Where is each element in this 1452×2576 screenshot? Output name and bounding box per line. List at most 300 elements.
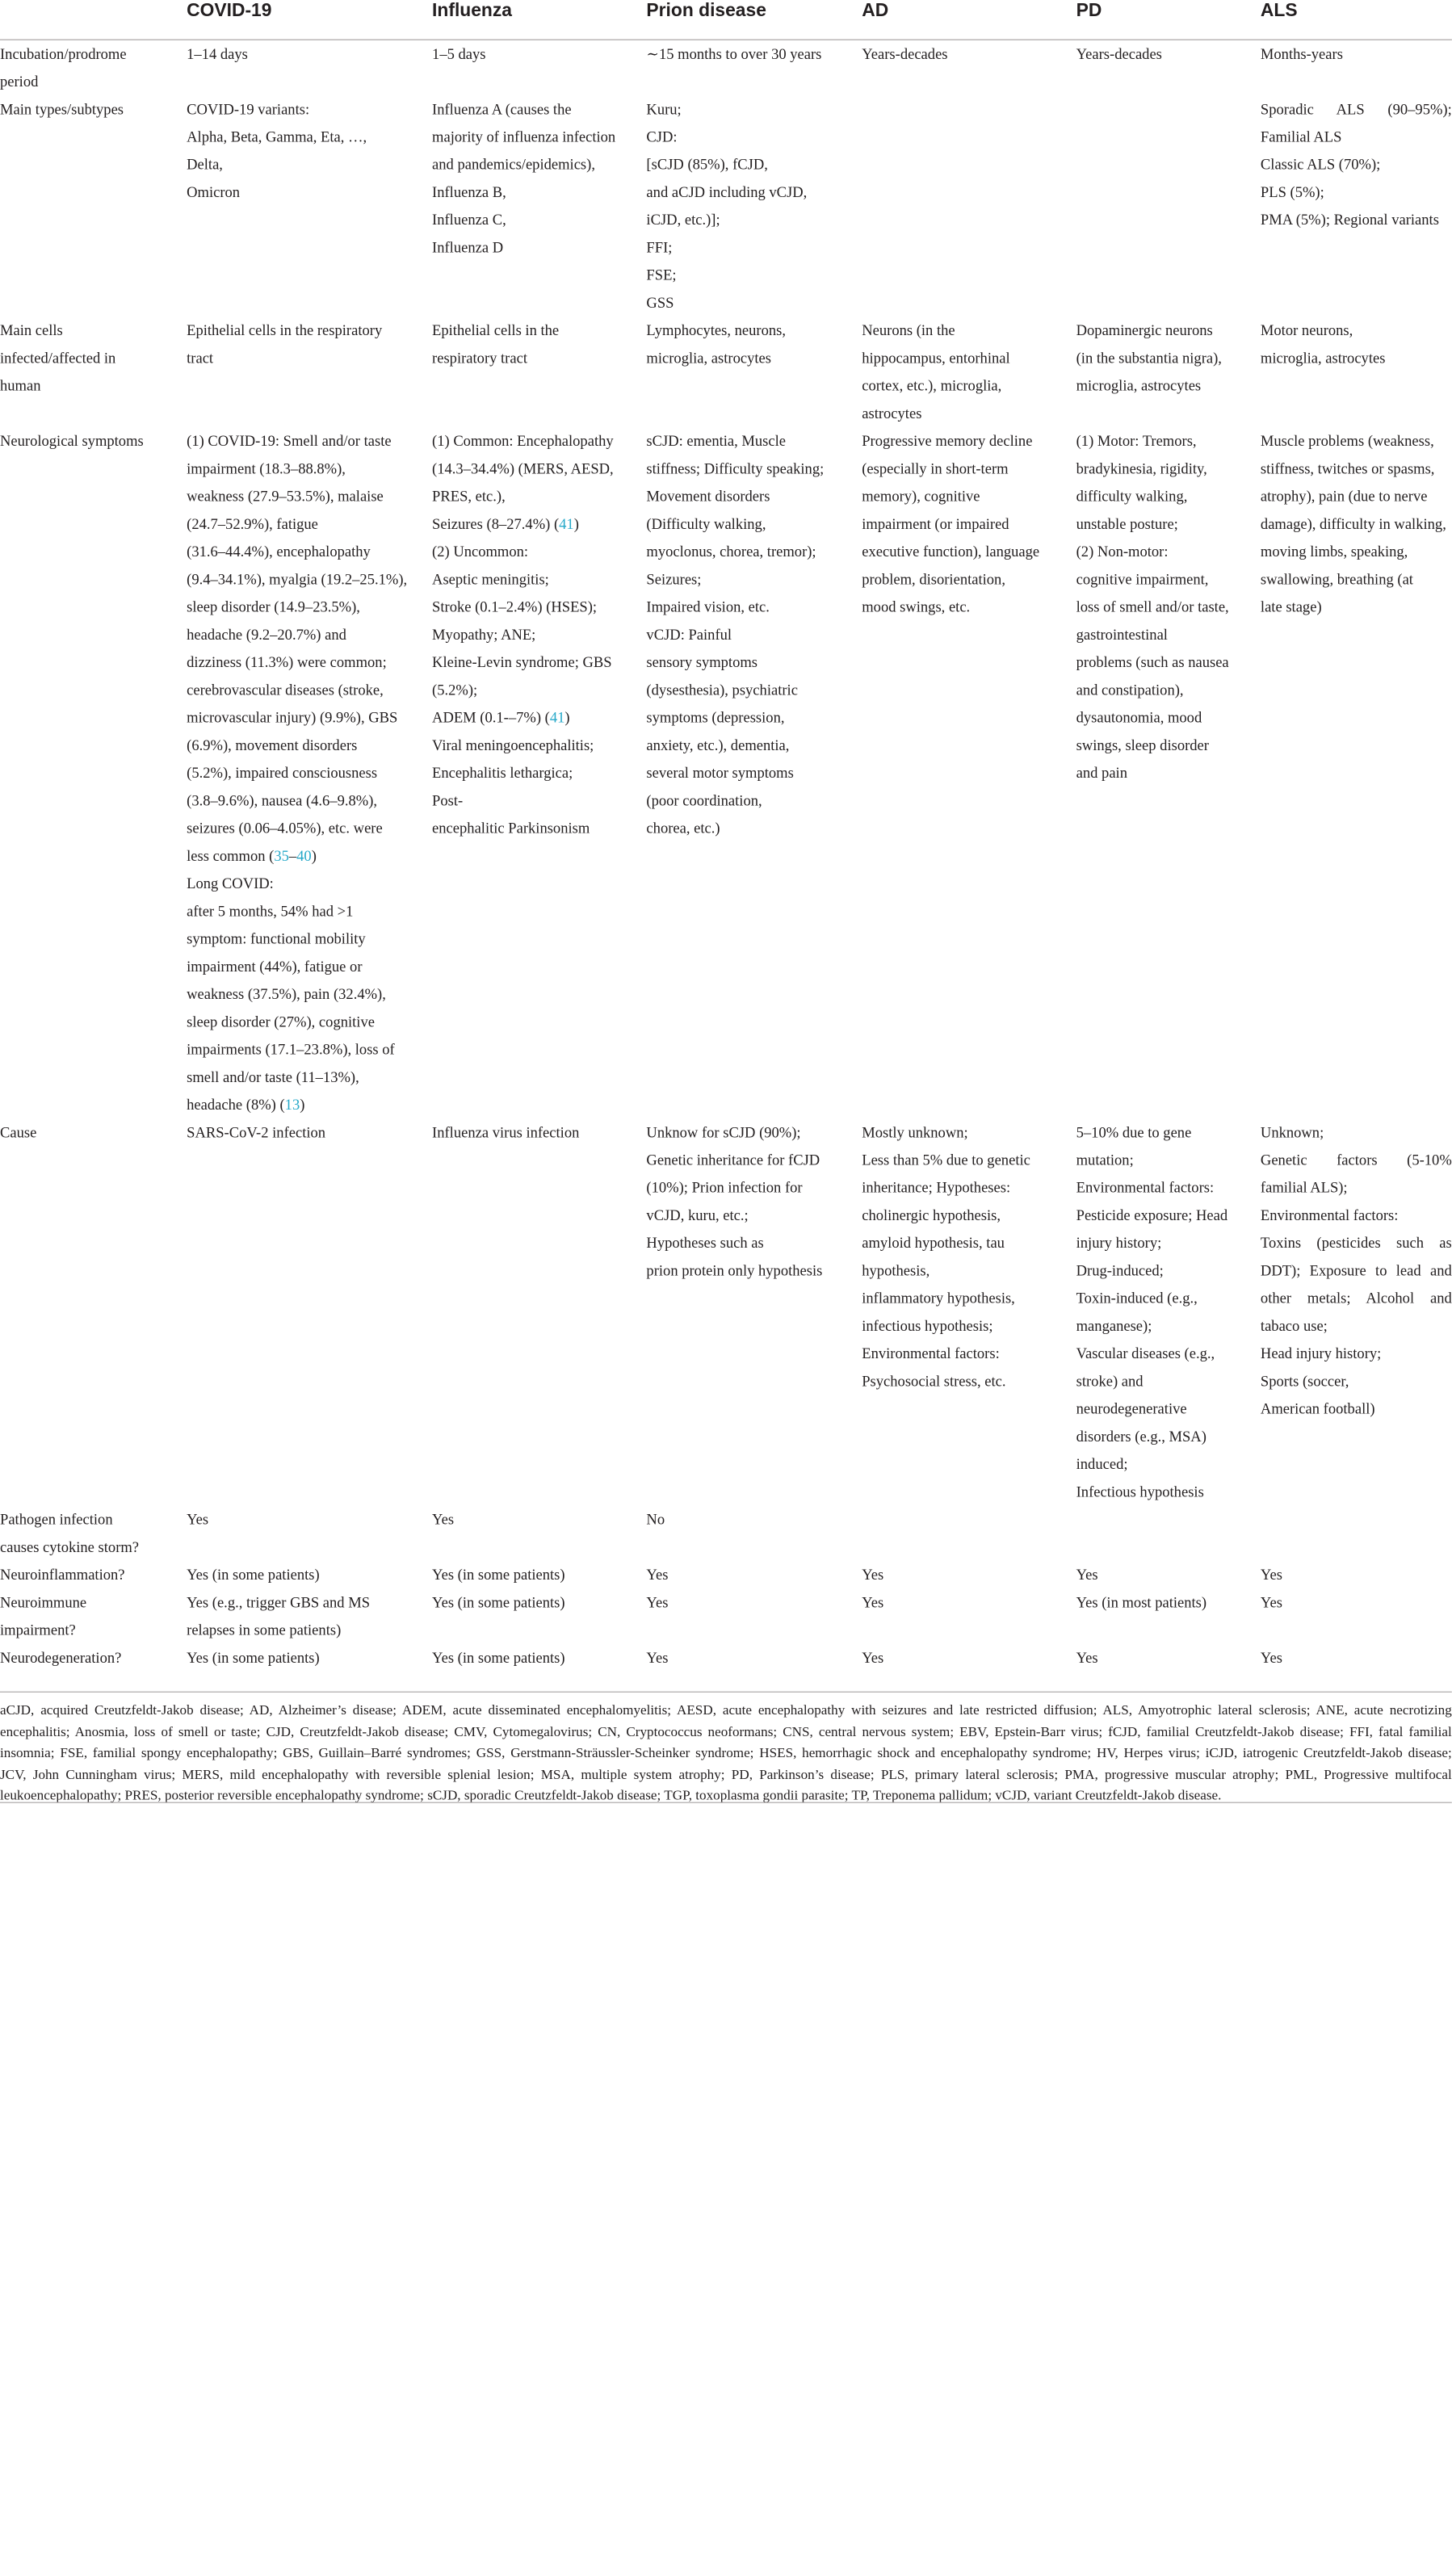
cell-text: (1) Common: Encephalopathy	[432, 432, 614, 450]
cell-text: hippocampus, entorhinal	[862, 349, 1010, 367]
cell-line	[862, 427, 1076, 455]
cell-line	[646, 345, 862, 372]
cell-text: anxiety, etc.), dementia,	[646, 736, 790, 754]
cell-text: Yes (e.g., trigger GBS and MS	[187, 1593, 371, 1611]
cell-line	[187, 1561, 432, 1588]
cell-text: Environmental factors:	[1076, 1178, 1215, 1197]
cell-line	[1261, 345, 1452, 372]
cell-line	[1076, 1229, 1261, 1257]
cell-line	[1076, 1118, 1261, 1146]
cell-cytokine-influenza	[432, 1506, 646, 1561]
cell-text: Toxins (pesticides such as	[1260, 1234, 1452, 1252]
cell-line	[1076, 1174, 1261, 1202]
cell-text: Yes	[1260, 1648, 1282, 1667]
cell-text: sCJD: ementia, Muscle	[646, 432, 787, 450]
cell-line	[187, 980, 432, 1008]
cell-text: respiratory tract	[432, 349, 527, 367]
row-label-cause	[0, 1118, 187, 1505]
cell-text: PLS (5%);	[1260, 183, 1324, 201]
cell-text: (3.8–9.6%), nausea (4.6–9.8%),	[187, 791, 378, 809]
cell-text: (6.9%), movement disorders	[187, 736, 358, 754]
cell-types-als	[1261, 95, 1452, 317]
cell-text: relapses in some patients)	[187, 1621, 342, 1638]
cell-text: symptom: functional mobility	[187, 929, 366, 947]
reference-punct: )	[573, 514, 579, 533]
row-label-types	[0, 95, 187, 317]
cell-symptoms-ad	[862, 427, 1076, 1118]
cell-text: Long COVID:	[187, 874, 274, 892]
reference-punct: )	[300, 1095, 305, 1114]
cell-text: seizures (0.06–4.05%), etc. were	[187, 819, 383, 837]
cell-line	[646, 40, 862, 68]
cell-text: memory), cognitive	[862, 487, 980, 505]
reference-link[interactable]: 41	[549, 708, 565, 726]
cell-text: after 5 months, 54% had >1	[187, 902, 354, 920]
cell-text: dizziness (11.3%) were common;	[187, 652, 387, 671]
cell-symptoms-covid19	[187, 427, 432, 1118]
cell-line	[187, 621, 432, 648]
cell-text: Neurons (in the	[862, 321, 955, 339]
cell-line	[432, 178, 646, 206]
cell-text: inheritance; Hypotheses:	[862, 1178, 1011, 1197]
cell-line	[432, 510, 646, 538]
cell-line	[432, 427, 646, 455]
cell-line	[187, 842, 432, 870]
cell-line	[432, 1118, 646, 1146]
cell-line	[187, 815, 432, 842]
cell-text: mood swings, etc.	[862, 598, 971, 615]
cell-incubation-ad	[862, 40, 1076, 95]
reference-link[interactable]: 35	[274, 846, 289, 865]
cell-line	[1076, 1147, 1261, 1174]
cell-cause-pd	[1076, 1118, 1261, 1505]
cell-line	[1261, 1257, 1452, 1285]
cell-text: sleep disorder (14.9–23.5%),	[187, 598, 360, 615]
cell-line	[432, 621, 646, 648]
cell-line	[187, 483, 432, 510]
cell-line	[1261, 317, 1452, 344]
cell-line	[1261, 1368, 1452, 1395]
cell-line	[1261, 427, 1452, 455]
cell-text: Yes	[862, 1648, 884, 1667]
cell-text: prion protein only hypothesis	[646, 1261, 823, 1279]
cell-line	[862, 455, 1076, 483]
cell-text: cortex, etc.), microglia,	[862, 376, 1002, 394]
cell-neuroinflammation-als	[1261, 1561, 1452, 1588]
cell-neuroimmune-als	[1261, 1589, 1452, 1644]
cell-line	[187, 510, 432, 538]
cell-text: ADEM (0.1-–7%) (	[432, 708, 550, 726]
row-label-neuroimmune	[0, 1589, 187, 1644]
reference-punct: )	[564, 708, 570, 726]
cell-line	[1261, 1229, 1452, 1257]
cell-cause-covid19	[187, 1118, 432, 1505]
cell-text: Genetic inheritance for fCJD	[646, 1151, 820, 1168]
cell-line	[432, 1589, 646, 1617]
cell-line	[646, 677, 862, 704]
cell-line	[187, 759, 432, 787]
cell-line	[646, 621, 862, 648]
cell-text: CJD:	[646, 128, 678, 145]
cell-text: PMA (5%); Regional variants	[1260, 211, 1439, 229]
cell-text: (dysesthesia), psychiatric	[646, 681, 798, 699]
cell-line	[862, 40, 1076, 68]
cell-cytokine-prion	[646, 1506, 862, 1561]
cell-line	[1076, 621, 1261, 648]
cell-line	[862, 510, 1076, 538]
cell-text: Yes	[1076, 1566, 1098, 1584]
table-row-neurodegeneration	[0, 1644, 1452, 1672]
cell-text: tabaco use;	[1260, 1316, 1328, 1335]
cell-types-ad	[862, 95, 1076, 317]
cell-line	[1261, 1589, 1452, 1617]
cell-text: impairment (44%), fatigue or	[187, 957, 363, 975]
cell-text: (in the substantia nigra),	[1076, 349, 1222, 367]
cell-text: hypothesis,	[862, 1261, 930, 1279]
reference-link[interactable]: 40	[296, 846, 312, 865]
cell-text: Encephalitis lethargica;	[432, 763, 573, 782]
cell-text: and pandemics/epidemics),	[432, 155, 595, 174]
cell-text: Delta,	[187, 155, 223, 174]
cell-text: and aCJD including vCJD,	[646, 183, 808, 201]
cell-line	[1261, 1561, 1452, 1588]
cell-text: Genetic factors (5-10%	[1260, 1151, 1452, 1168]
cell-line	[646, 151, 862, 178]
cell-line	[646, 289, 862, 317]
cell-line	[1076, 538, 1261, 565]
cell-line	[1261, 40, 1452, 68]
cell-text: symptoms (depression,	[646, 708, 785, 726]
row-label-symptoms	[0, 427, 187, 1118]
cell-line	[432, 704, 646, 732]
cell-text: and pain	[1076, 763, 1127, 782]
cell-text: Psychosocial stress, etc.	[862, 1372, 1006, 1390]
cell-line	[187, 455, 432, 483]
cell-line	[1261, 1174, 1452, 1202]
cell-text: swings, sleep disorder	[1076, 736, 1209, 754]
cell-text: Epithelial cells in the respiratory	[187, 321, 383, 339]
cell-text: Seizures (8–27.4%) (	[432, 514, 560, 533]
cell-text: Yes (in some patients)	[432, 1648, 565, 1667]
cell-text: (2) Non-motor:	[1076, 543, 1169, 560]
cell-line	[646, 787, 862, 815]
cell-line	[187, 1091, 432, 1118]
cell-cytokine-ad	[862, 1506, 1076, 1561]
cell-line	[862, 345, 1076, 372]
cell-cause-ad	[862, 1118, 1076, 1505]
header-covid19: COVID-19	[187, 1, 272, 21]
header-row	[0, 0, 1452, 40]
cell-line	[1261, 1312, 1452, 1340]
header-empty	[0, 0, 187, 40]
cell-text: Environmental factors:	[1260, 1206, 1399, 1224]
cell-line	[432, 759, 646, 787]
cell-text: Seizures;	[646, 570, 702, 588]
cell-neurodegeneration-ad	[862, 1644, 1076, 1672]
cell-text: cerebrovascular diseases (stroke,	[187, 681, 384, 699]
cell-text: vCJD: Painful	[646, 625, 732, 644]
cell-line	[1076, 648, 1261, 676]
cell-line	[1076, 1312, 1261, 1340]
cell-line	[1261, 124, 1452, 151]
cell-line	[187, 566, 432, 594]
row-label-cells	[0, 317, 187, 427]
cell-text: Influenza B,	[432, 183, 506, 201]
cell-text: Aseptic meningitis;	[432, 570, 549, 588]
cell-neuroinflammation-covid19	[187, 1561, 432, 1588]
cell-text: encephalitic Parkinsonism	[432, 819, 590, 837]
cell-types-covid19	[187, 95, 432, 317]
cell-text: Yes	[432, 1510, 455, 1528]
cell-text: (especially in short-term	[862, 459, 1009, 477]
cell-text: less common (	[187, 846, 275, 865]
cell-line	[187, 1118, 432, 1146]
cell-line	[187, 178, 432, 206]
cell-text: Less than 5% due to genetic	[862, 1151, 1030, 1168]
cell-text: Pesticide exposure; Head	[1076, 1206, 1228, 1224]
cell-line	[862, 1174, 1076, 1202]
reference-punct: –	[288, 846, 297, 865]
cell-neurodegeneration-covid19	[187, 1644, 432, 1672]
cell-line	[187, 1008, 432, 1035]
footnote-line: leukoencephalopathy; PRES, posterior reversible encephalopathy syndrome; sCJD, sporadic Creutzfeldt-Jakob disease; TGP, toxoplasma gondii parasite; TP, Treponema pallidum; vCJD, variant Creutzfeldt-Jakob disease.	[0, 1786, 1222, 1803]
cell-text: familial ALS);	[1260, 1178, 1348, 1197]
cell-line	[187, 124, 432, 151]
row-label-line: causes cytokine storm?	[0, 1538, 140, 1556]
cell-text: unstable posture;	[1076, 514, 1178, 533]
cell-line	[187, 538, 432, 565]
table-row-neuroinflammation	[0, 1561, 1452, 1588]
cell-line	[1076, 1285, 1261, 1312]
cell-line	[187, 40, 432, 68]
cell-line	[1076, 566, 1261, 594]
cell-text: swallowing, breathing (at	[1260, 570, 1413, 588]
cell-line	[1261, 594, 1452, 621]
cell-line	[1261, 566, 1452, 594]
cell-line	[1076, 594, 1261, 621]
cell-line	[1076, 483, 1261, 510]
cell-text: inflammatory hypothesis,	[862, 1289, 1015, 1307]
cell-text: GSS	[646, 293, 674, 312]
cell-text: sensory symptoms	[646, 652, 758, 671]
cell-line	[187, 1589, 432, 1617]
cell-line	[187, 1036, 432, 1064]
cell-text: cholinergic hypothesis,	[862, 1206, 1001, 1224]
cell-text: American football)	[1260, 1399, 1375, 1417]
cell-line	[1076, 1561, 1261, 1588]
cell-text: impairment (18.3–88.8%),	[187, 459, 346, 477]
row-label-line: Main cells	[0, 321, 63, 339]
cell-neuroimmune-prion	[646, 1589, 862, 1644]
cell-symptoms-influenza	[432, 427, 646, 1118]
cell-cells-ad	[862, 317, 1076, 427]
cell-text: (31.6–44.4%), encephalopathy	[187, 543, 371, 560]
cell-text: majority of influenza infection	[432, 128, 616, 145]
table-row-symptoms	[0, 427, 1452, 1118]
cell-text: Yes (in some patients)	[187, 1566, 320, 1584]
cell-line	[862, 1644, 1076, 1672]
cell-line	[646, 317, 862, 344]
cell-text: Viral meningoencephalitis;	[432, 736, 594, 754]
cell-text: impairment (or impaired	[862, 514, 1009, 533]
cell-line	[432, 648, 646, 676]
cell-text: Dopaminergic neurons	[1076, 321, 1213, 339]
cell-text: disorders (e.g., MSA)	[1076, 1427, 1207, 1445]
cell-line	[1261, 1285, 1452, 1312]
row-label-line: Neuroimmune	[0, 1593, 87, 1611]
cell-line	[862, 1202, 1076, 1229]
cell-line	[1076, 372, 1261, 400]
cell-line	[646, 124, 862, 151]
cell-types-influenza	[432, 95, 646, 317]
cell-text: 1–5 days	[432, 44, 486, 63]
cell-text: Yes	[187, 1510, 209, 1528]
cell-symptoms-pd	[1076, 427, 1261, 1118]
cell-line	[432, 732, 646, 759]
cell-line	[187, 787, 432, 815]
cell-line	[646, 1644, 862, 1672]
row-label-line: Neurological symptoms	[0, 432, 144, 450]
cell-neuroimmune-ad	[862, 1589, 1076, 1644]
cell-types-pd	[1076, 95, 1261, 317]
cell-line	[1076, 455, 1261, 483]
cell-line	[1261, 206, 1452, 233]
cell-line	[432, 787, 646, 815]
cell-text: and constipation),	[1076, 681, 1184, 699]
cell-text: executive function), language	[862, 543, 1040, 560]
cell-line	[432, 594, 646, 621]
cell-cells-prion	[646, 317, 862, 427]
cell-line	[862, 1285, 1076, 1312]
row-label-line: Incubation/prodrome	[0, 44, 127, 63]
cell-line	[432, 1644, 646, 1672]
cell-text: Sports (soccer,	[1260, 1372, 1349, 1390]
cell-line	[1076, 345, 1261, 372]
cell-text: loss of smell and/or taste,	[1076, 598, 1229, 615]
cell-text: Kleine-Levin syndrome; GBS	[432, 652, 612, 671]
cell-text: FFI;	[646, 238, 673, 256]
cell-line	[187, 1644, 432, 1672]
table-row-neuroimmune	[0, 1589, 1452, 1644]
cell-line	[1076, 704, 1261, 732]
cell-text: atrophy), pain (due to nerve	[1260, 487, 1428, 505]
cell-text: [sCJD (85%), fCJD,	[646, 155, 768, 174]
cell-text: COVID-19 variants:	[187, 100, 310, 118]
cell-text: Unknow for sCJD (90%);	[646, 1123, 801, 1141]
cell-line	[1261, 178, 1452, 206]
cell-text: Impaired vision, etc.	[646, 598, 770, 615]
cell-neuroimmune-influenza	[432, 1589, 646, 1644]
cell-text: Myopathy; ANE;	[432, 625, 536, 644]
cell-line	[862, 400, 1076, 427]
cell-text: Yes	[1260, 1566, 1282, 1584]
header-als: ALS	[1260, 1, 1298, 21]
cell-line	[432, 345, 646, 372]
cell-cytokine-covid19	[187, 1506, 432, 1561]
cell-line	[646, 1589, 862, 1617]
cell-text: gastrointestinal	[1076, 625, 1168, 644]
cell-incubation-als	[1261, 40, 1452, 95]
cell-text: Progressive memory decline	[862, 432, 1033, 450]
cell-text: problems (such as nausea	[1076, 652, 1229, 671]
cell-line	[432, 40, 646, 68]
reference-link[interactable]: 41	[559, 514, 574, 533]
cell-text: Influenza C,	[432, 211, 506, 229]
cell-line	[1076, 1644, 1261, 1672]
table-row-cells	[0, 317, 1452, 427]
cell-line	[187, 677, 432, 704]
cell-text: vCJD, kuru, etc.;	[646, 1206, 749, 1224]
cell-line	[862, 372, 1076, 400]
bottom-rule	[0, 1802, 1452, 1803]
table-row-incubation	[0, 40, 1452, 95]
cell-text: myoclonus, chorea, tremor);	[646, 543, 816, 560]
cell-line	[862, 1589, 1076, 1617]
cell-line	[1076, 1479, 1261, 1506]
cell-text: Motor neurons,	[1260, 321, 1353, 339]
cell-line	[1076, 677, 1261, 704]
reference-link[interactable]: 13	[284, 1095, 300, 1114]
cell-line	[646, 427, 862, 455]
cell-line	[1076, 1395, 1261, 1423]
cell-text: Head injury history;	[1260, 1345, 1382, 1362]
cell-text: Yes (in some patients)	[432, 1593, 565, 1611]
cell-text: smell and/or taste (11–13%),	[187, 1068, 359, 1086]
cell-text: (poor coordination,	[646, 791, 762, 809]
cell-text: (5.2%);	[432, 681, 478, 699]
cell-cause-als	[1261, 1118, 1452, 1505]
cell-neurodegeneration-pd	[1076, 1644, 1261, 1672]
cell-text: PRES, etc.),	[432, 487, 506, 505]
cell-line	[646, 483, 862, 510]
cell-text: (1) COVID-19: Smell and/or taste	[187, 432, 392, 450]
cell-cytokine-pd	[1076, 1506, 1261, 1561]
cell-text: problem, disorientation,	[862, 570, 1005, 588]
cell-line	[187, 897, 432, 925]
cell-line	[646, 704, 862, 732]
cell-text: (14.3–34.4%) (MERS, AESD,	[432, 459, 614, 477]
cell-line	[646, 1202, 862, 1229]
cell-line	[646, 1174, 862, 1202]
cell-neuroinflammation-ad	[862, 1561, 1076, 1588]
cell-neuroinflammation-prion	[646, 1561, 862, 1588]
cell-text: stroke) and	[1076, 1372, 1144, 1390]
cell-text: Years-decades	[1076, 44, 1162, 63]
cell-symptoms-prion	[646, 427, 862, 1118]
cell-line	[1261, 483, 1452, 510]
cell-line	[187, 594, 432, 621]
table-row-cause	[0, 1118, 1452, 1505]
cell-text: iCJD, etc.)];	[646, 211, 720, 229]
header-influenza: Influenza	[432, 1, 512, 21]
cell-line	[432, 124, 646, 151]
cell-text: Omicron	[187, 183, 241, 201]
header-ad: AD	[862, 1, 889, 21]
cell-line	[1261, 1147, 1452, 1174]
cell-line	[432, 677, 646, 704]
cell-line	[646, 594, 862, 621]
cell-text: Mostly unknown;	[862, 1123, 968, 1141]
cell-line	[1076, 759, 1261, 787]
cell-line	[187, 1617, 432, 1644]
cell-text: Yes	[1076, 1648, 1098, 1667]
table-footnote	[0, 1692, 1452, 1806]
cell-line	[432, 455, 646, 483]
cell-line	[646, 455, 862, 483]
cell-text: sleep disorder (27%), cognitive	[187, 1013, 375, 1030]
row-label-line: Neurodegeneration?	[0, 1648, 122, 1667]
cell-text: weakness (37.5%), pain (32.4%),	[187, 984, 386, 1003]
